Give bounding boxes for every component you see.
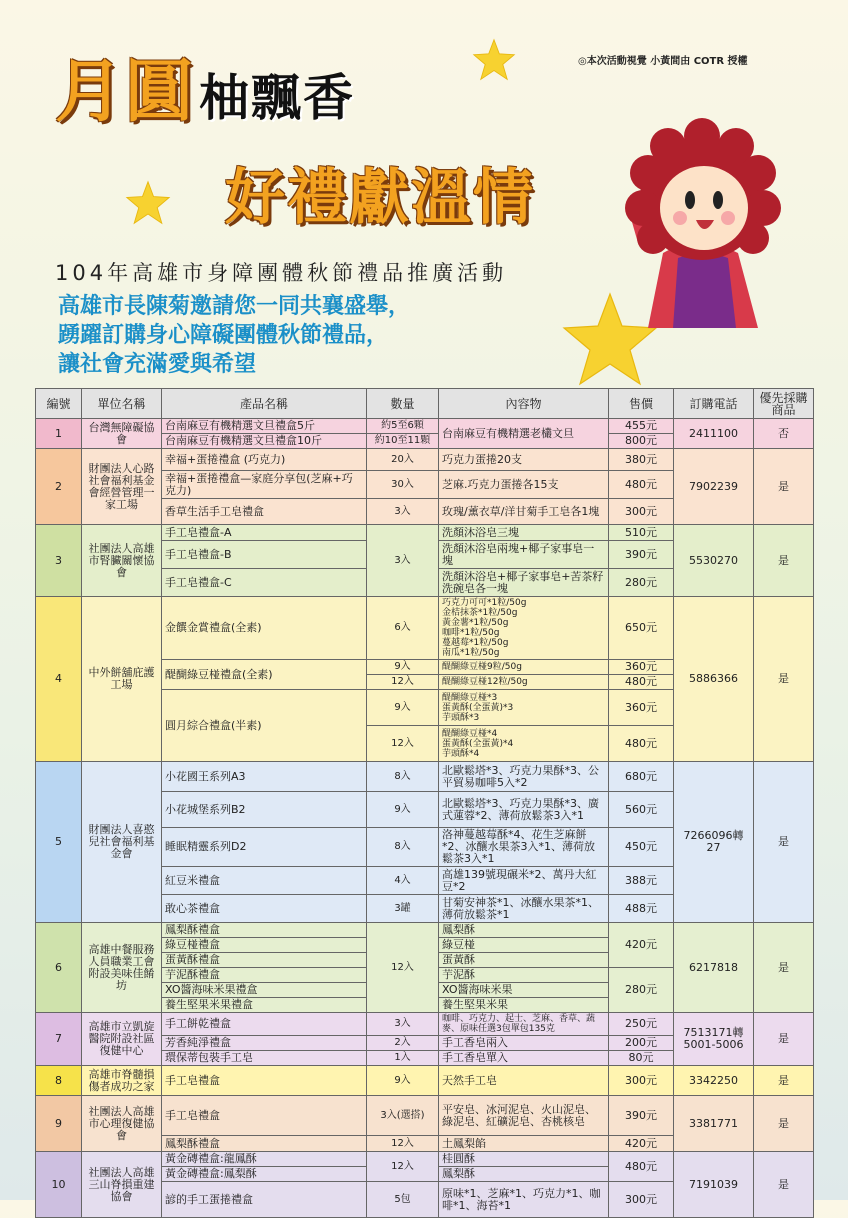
contents: 平安皂、冰河泥皂、火山泥皂、綠泥皂、紅礦泥皂、杏桃核皂: [439, 1096, 609, 1136]
price: 480元: [609, 675, 674, 690]
product-name: 綠豆椪禮盒: [162, 938, 367, 953]
title-line2: 好禮獻溫情: [225, 163, 535, 233]
product-name: 紅豆米禮盒: [162, 867, 367, 895]
priority-flag: 是: [754, 597, 814, 762]
header-contents: 內容物: [439, 389, 609, 419]
price: 300元: [609, 499, 674, 525]
product-name: 黃金磚禮盒:鳳梨酥: [162, 1167, 367, 1182]
quantity: 9入: [367, 1066, 439, 1096]
contents: 高雄139號現碾米*2、萬丹大紅豆*2: [439, 867, 609, 895]
slogan-line: 高雄市長陳菊邀請您一同共襄盛舉，: [58, 294, 411, 319]
order-phone: 7902239: [674, 449, 754, 525]
contents: 醍醐綠豆椪12粒/50g: [439, 675, 609, 690]
priority-flag: 是: [754, 1096, 814, 1152]
group-number: 1: [36, 419, 82, 449]
price: 390元: [609, 541, 674, 569]
contents: 北歐鬆塔*3、巧克力果酥*3、廣式蓮蓉*2、薄荷放鬆茶3入*1: [439, 792, 609, 828]
product-name: 圓月綜合禮盒(半素): [162, 690, 367, 762]
product-name: 台南麻豆有機精選文旦禮盒10斤: [162, 434, 367, 449]
price: 80元: [609, 1051, 674, 1066]
quantity: 3入: [367, 1013, 439, 1036]
product-name: 台南麻豆有機精選文旦禮盒5斤: [162, 419, 367, 434]
slogan-line: 踴躍訂購身心障礙團體秋節禮品，: [58, 323, 389, 348]
product-name: 養生堅果米果禮盒: [162, 998, 367, 1013]
group-number: 10: [36, 1152, 82, 1218]
price: 680元: [609, 762, 674, 792]
quantity: 8入: [367, 762, 439, 792]
contents: 手工香皂兩入: [439, 1036, 609, 1051]
contents: 芋泥酥: [439, 968, 609, 983]
slogan: [58, 292, 410, 379]
contents: 土鳳梨餡: [439, 1136, 609, 1152]
contents: 巧克力可可*1粒/50g 金桔抹茶*1粒/50g 黃金薯*1粒/50g 咖啡*1粒/50g 蔓越莓*1粒/50g 南瓜*1粒/50g: [439, 597, 609, 660]
contents: 蛋黃酥: [439, 953, 609, 968]
order-phone: 5530270: [674, 525, 754, 597]
priority-flag: 是: [754, 762, 814, 923]
contents: 台南麻豆有機精選老欉文旦: [439, 419, 609, 449]
priority-flag: 是: [754, 923, 814, 1013]
header-organization: 單位名稱: [82, 389, 162, 419]
table-row: [36, 449, 814, 471]
quantity: 12入: [367, 1152, 439, 1182]
price: 360元: [609, 690, 674, 726]
priority-flag: 是: [754, 1152, 814, 1218]
order-phone: 6217818: [674, 923, 754, 1013]
product-name: 香草生活手工皂禮盒: [162, 499, 367, 525]
product-name: 手工皂禮盒-C: [162, 569, 367, 597]
contents: 醍醐綠豆椪9粒/50g: [439, 660, 609, 675]
organization-name: 社團法人高雄市心理復健協會: [82, 1096, 162, 1152]
contents: 巧克力蛋捲20支: [439, 449, 609, 471]
organization-name: 社團法人高雄三山脊損重建協會: [82, 1152, 162, 1218]
group-number: 4: [36, 597, 82, 762]
table-row: [36, 1096, 814, 1136]
product-name: 芳香純淨禮盒: [162, 1036, 367, 1051]
product-name: 手工皂禮盒-B: [162, 541, 367, 569]
quantity: 6入: [367, 597, 439, 660]
organization-name: 高雄市立凱旋醫院附設社區復健中心: [82, 1013, 162, 1066]
order-phone: 7266096轉27: [674, 762, 754, 923]
organization-name: 中外餅舖庇護工場: [82, 597, 162, 762]
order-phone: 7191039: [674, 1152, 754, 1218]
organization-name: 高雄市脊髓損傷者成功之家: [82, 1066, 162, 1096]
product-name: 金饌金賞禮盒(全素): [162, 597, 367, 660]
price: 200元: [609, 1036, 674, 1051]
credit-line: ◎本次活動視覺 小黃間由 COTR 授權: [578, 56, 748, 67]
group-number: 5: [36, 762, 82, 923]
price: 388元: [609, 867, 674, 895]
quantity: 20入: [367, 449, 439, 471]
price: 300元: [609, 1182, 674, 1218]
group-number: 8: [36, 1066, 82, 1096]
product-name: 手工皂禮盒-A: [162, 525, 367, 541]
price: 280元: [609, 968, 674, 1013]
product-name: 蛋黃酥禮盒: [162, 953, 367, 968]
header-price: 售價: [609, 389, 674, 419]
product-name: 醍醐綠豆椪禮盒(全素): [162, 660, 367, 690]
quantity: 12入: [367, 726, 439, 762]
quantity: 4入: [367, 867, 439, 895]
contents: 桂圓酥: [439, 1152, 609, 1167]
quantity: 9入: [367, 690, 439, 726]
product-name: 睡眠精靈系列D2: [162, 828, 367, 867]
star-icon: [125, 180, 171, 226]
header-product: 產品名稱: [162, 389, 367, 419]
quantity: 3入: [367, 499, 439, 525]
product-name: 手工皂禮盒: [162, 1066, 367, 1096]
quantity: 1入: [367, 1051, 439, 1066]
price: 280元: [609, 569, 674, 597]
quantity: 30入: [367, 471, 439, 499]
group-number: 9: [36, 1096, 82, 1152]
product-name: 鳳梨酥禮盒: [162, 923, 367, 938]
table-row: [36, 1066, 814, 1096]
priority-flag: 是: [754, 1066, 814, 1096]
order-phone: 2411100: [674, 419, 754, 449]
product-name: 芋泥酥禮盒: [162, 968, 367, 983]
group-number: 7: [36, 1013, 82, 1066]
price: 510元: [609, 525, 674, 541]
price: 488元: [609, 895, 674, 923]
table-row: [36, 762, 814, 792]
contents: 養生堅果米果: [439, 998, 609, 1013]
contents: 手工香皂單入: [439, 1051, 609, 1066]
table-row: [36, 597, 814, 660]
product-name: 黃金磚禮盒:龍鳳酥: [162, 1152, 367, 1167]
table-row: [36, 923, 814, 938]
contents: 原味*1、芝麻*1、巧克力*1、咖啡*1、海苔*1: [439, 1182, 609, 1218]
product-name: 小花城堡系列B2: [162, 792, 367, 828]
price: 480元: [609, 471, 674, 499]
group-number: 6: [36, 923, 82, 1013]
contents: 芝麻.巧克力蛋捲各15支: [439, 471, 609, 499]
contents: 咖啡、巧克力、起士、芝麻、香草、蔬麥、原味任選3包單包135克: [439, 1013, 609, 1036]
header-priority: 優先採購商品: [754, 389, 814, 419]
quantity: 約5至6顆: [367, 419, 439, 434]
quantity: 12入: [367, 1136, 439, 1152]
contents: 鳳梨酥: [439, 1167, 609, 1182]
product-name: 幸福+蛋捲禮盒—家庭分享包(芝麻+巧克力): [162, 471, 367, 499]
price: 390元: [609, 1096, 674, 1136]
organization-name: 財團法人心路社會福利基金會經營管理一家工場: [82, 449, 162, 525]
priority-flag: 是: [754, 449, 814, 525]
contents: XO醬海味米果: [439, 983, 609, 998]
product-name: 鳳梨酥禮盒: [162, 1136, 367, 1152]
product-name: 小花國王系列A3: [162, 762, 367, 792]
product-name: 敢心茶禮盒: [162, 895, 367, 923]
priority-flag: 是: [754, 525, 814, 597]
product-name: 諺的手工蛋捲禮盒: [162, 1182, 367, 1218]
price: 360元: [609, 660, 674, 675]
product-name: 手工皂禮盒: [162, 1096, 367, 1136]
group-number: 3: [36, 525, 82, 597]
table-row: [36, 1013, 814, 1036]
order-phone: 5886366: [674, 597, 754, 762]
header-phone: 訂購電話: [674, 389, 754, 419]
price: 480元: [609, 1152, 674, 1182]
order-phone: 3342250: [674, 1066, 754, 1096]
table-row: [36, 1152, 814, 1167]
quantity: 9入: [367, 792, 439, 828]
quantity: 8入: [367, 828, 439, 867]
subtitle: 104年高雄市身障團體秋節禮品推廣活動: [55, 261, 508, 285]
product-name: 手工餅乾禮盒: [162, 1013, 367, 1036]
table-row: [36, 419, 814, 434]
quantity: 3入: [367, 525, 439, 597]
price: 450元: [609, 828, 674, 867]
price: 650元: [609, 597, 674, 660]
quantity: 約10至11顆: [367, 434, 439, 449]
contents: 天然手工皂: [439, 1066, 609, 1096]
organization-name: 台灣無障礙協會: [82, 419, 162, 449]
quantity: 12入: [367, 675, 439, 690]
organization-name: 高雄中餐服務人員職業工會附設美味佳餚坊: [82, 923, 162, 1013]
quantity: 9入: [367, 660, 439, 675]
mascot-illustration: [618, 128, 793, 328]
priority-flag: 否: [754, 419, 814, 449]
slogan-line: 讓社會充滿愛與希望: [58, 352, 257, 377]
contents: 洛神蔓越莓酥*4、花生芝麻餅*2、冰釀水果茶3入*1、薄荷放鬆茶3入*1: [439, 828, 609, 867]
organization-name: 財團法人喜憨兒社會福利基金會: [82, 762, 162, 923]
price: 300元: [609, 1066, 674, 1096]
price: 420元: [609, 923, 674, 968]
price: 455元: [609, 419, 674, 434]
contents: 玫瑰/薰衣草/洋甘菊手工皂各1塊: [439, 499, 609, 525]
contents: 醍醐綠豆椪*4 蛋黃酥(全蛋黃)*4 芋頭酥*4: [439, 726, 609, 762]
quantity: 5包: [367, 1182, 439, 1218]
title-sub: 柚飄香: [199, 68, 356, 127]
product-table: [35, 388, 814, 1218]
price: 560元: [609, 792, 674, 828]
price: 250元: [609, 1013, 674, 1036]
price: 380元: [609, 449, 674, 471]
contents: 鳳梨酥: [439, 923, 609, 938]
header-quantity: 數量: [367, 389, 439, 419]
price: 480元: [609, 726, 674, 762]
product-name: XO醬海味米果禮盒: [162, 983, 367, 998]
header-number: 編號: [36, 389, 82, 419]
contents: 洗顏沐浴皂+椰子家事皂+苦茶籽洗碗皂各一塊: [439, 569, 609, 597]
price: 420元: [609, 1136, 674, 1152]
contents: 甘菊安神茶*1、冰釀水果茶*1、薄荷放鬆茶*1: [439, 895, 609, 923]
quantity: 3罐: [367, 895, 439, 923]
order-phone: 3381771: [674, 1096, 754, 1152]
title-main: 月圓柚飄香: [55, 52, 356, 132]
table-row: [36, 525, 814, 541]
contents: 洗顏沐浴皂三塊: [439, 525, 609, 541]
contents: 綠豆椪: [439, 938, 609, 953]
product-name: 環保蒂包裝手工皂: [162, 1051, 367, 1066]
order-phone: 7513171轉5001-5006: [674, 1013, 754, 1066]
contents: 洗顏沐浴皂兩塊+椰子家事皂一塊: [439, 541, 609, 569]
price: 800元: [609, 434, 674, 449]
star-icon: [472, 38, 516, 82]
product-name: 幸福+蛋捲禮盒 (巧克力): [162, 449, 367, 471]
quantity: 2入: [367, 1036, 439, 1051]
contents: 醍醐綠豆椪*3 蛋黃酥(全蛋黃)*3 芋頭酥*3: [439, 690, 609, 726]
group-number: 2: [36, 449, 82, 525]
priority-flag: 是: [754, 1013, 814, 1066]
quantity: 3入(選搭): [367, 1096, 439, 1136]
quantity: 12入: [367, 923, 439, 1013]
contents: 北歐鬆塔*3、巧克力果酥*3、公平貿易咖啡5入*2: [439, 762, 609, 792]
organization-name: 社團法人高雄市腎臟關懷協會: [82, 525, 162, 597]
